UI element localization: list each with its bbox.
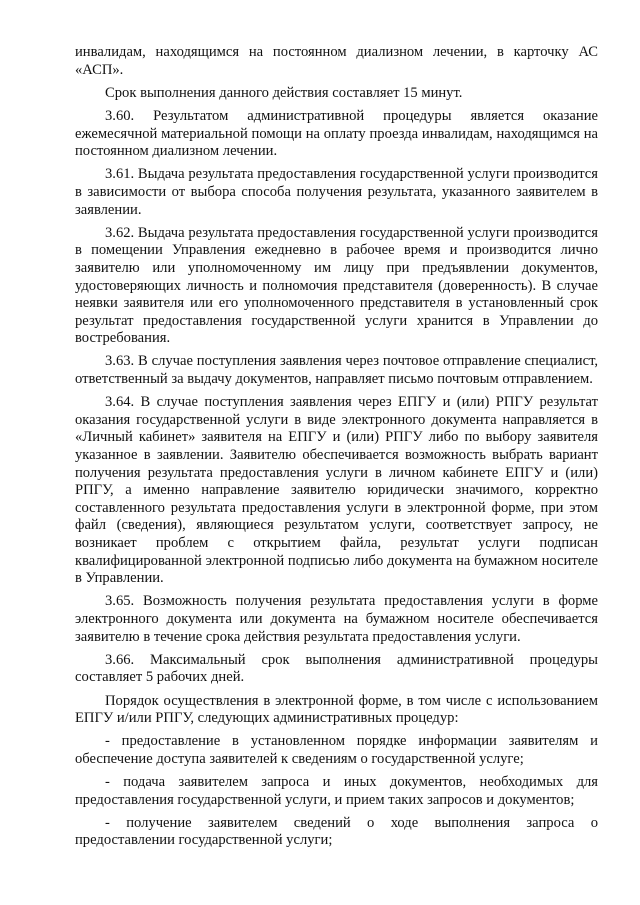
paragraph-3-60: 3.60. Результатом административной процедуры является оказание ежемесячной материальной помощи на оплату проезда инвалидам, находящимся на постоянном диализном лечении. (75, 107, 598, 160)
paragraph-procedures-intro: Порядок осуществления в электронной форме, в том числе с использованием ЕПГУ и/или РПГУ, следующих административных процедур: (75, 692, 598, 727)
paragraph-continuation: инвалидам, находящимся на постоянном диализном лечении, в карточку АС «АСП». (75, 44, 598, 78)
paragraph-duration: Срок выполнения данного действия составляет 15 минут. (105, 84, 463, 101)
paragraph-3-66: 3.66. Максимальный срок выполнения административной процедуры составляет 5 рабочих дней. (75, 651, 598, 686)
document-page (75, 44, 598, 856)
paragraph-3-64: 3.64. В случае поступления заявления через ЕПГУ и (или) РПГУ результат оказания государственной услуги в виде электронного документа направляется в «Личный кабинет» заявителя на ЕПГУ и (или) РПГУ либо по выбору заявителя указанное в заявлении. Заявителю обеспечивается возможность выбрать вариант получения результата предоставления услуги в личном кабинете ЕПГУ и (или) РПГУ, а именно направление заявителю юридически значимого, корректно составленного результата предоставления услуги в электронной форме, при этом файл (сведения), являющиеся результатом услуги, соответствует запросу, не возникает проблем с открытием файла, результат услуги подписан квалифицированной электронной подписью либо документа на бумажном носителе в Управлении. (75, 394, 598, 587)
paragraph-3-65: 3.65. Возможность получения результата предоставления услуги в форме электронного документа или документа на бумажном носителе обеспечивается заявителю в течение срока действия результата предоставления услуги. (75, 593, 598, 645)
list-item-status: - получение заявителем сведений о ходе выполнения запроса о предоставлении государственной услуги; (75, 814, 598, 849)
paragraph-3-62: 3.62. Выдача результата предоставления государственной услуги производится в помещении Управления ежедневно в рабочее время и производится лично заявителю или уполномоченному им лицу при предъявлении документов, удостоверяющих личность и полномочия представителя (доверенность). В случае неявки заявителя или его уполномоченного представителя в установленный срок результат предоставления государственной услуги хранится в Управлении до востребования. (75, 224, 598, 347)
paragraph-3-61: 3.61. Выдача результата предоставления государственной услуги производится в зависимости от выбора способа получения результата, указанного заявителем в заявлении. (75, 166, 598, 218)
list-item-information: - предоставление в установленном порядке информации заявителям и обеспечение доступа заявителей к сведениям о государственной услуге; (75, 733, 598, 767)
paragraph-3-63: 3.63. В случае поступления заявления через почтовое отправление специалист, ответственный за выдачу документов, направляет письмо почтовым отправлением. (75, 353, 598, 388)
list-item-submission: - подача заявителем запроса и иных документов, необходимых для предоставления государственной услуги, и прием таких запросов и документов; (75, 774, 598, 808)
